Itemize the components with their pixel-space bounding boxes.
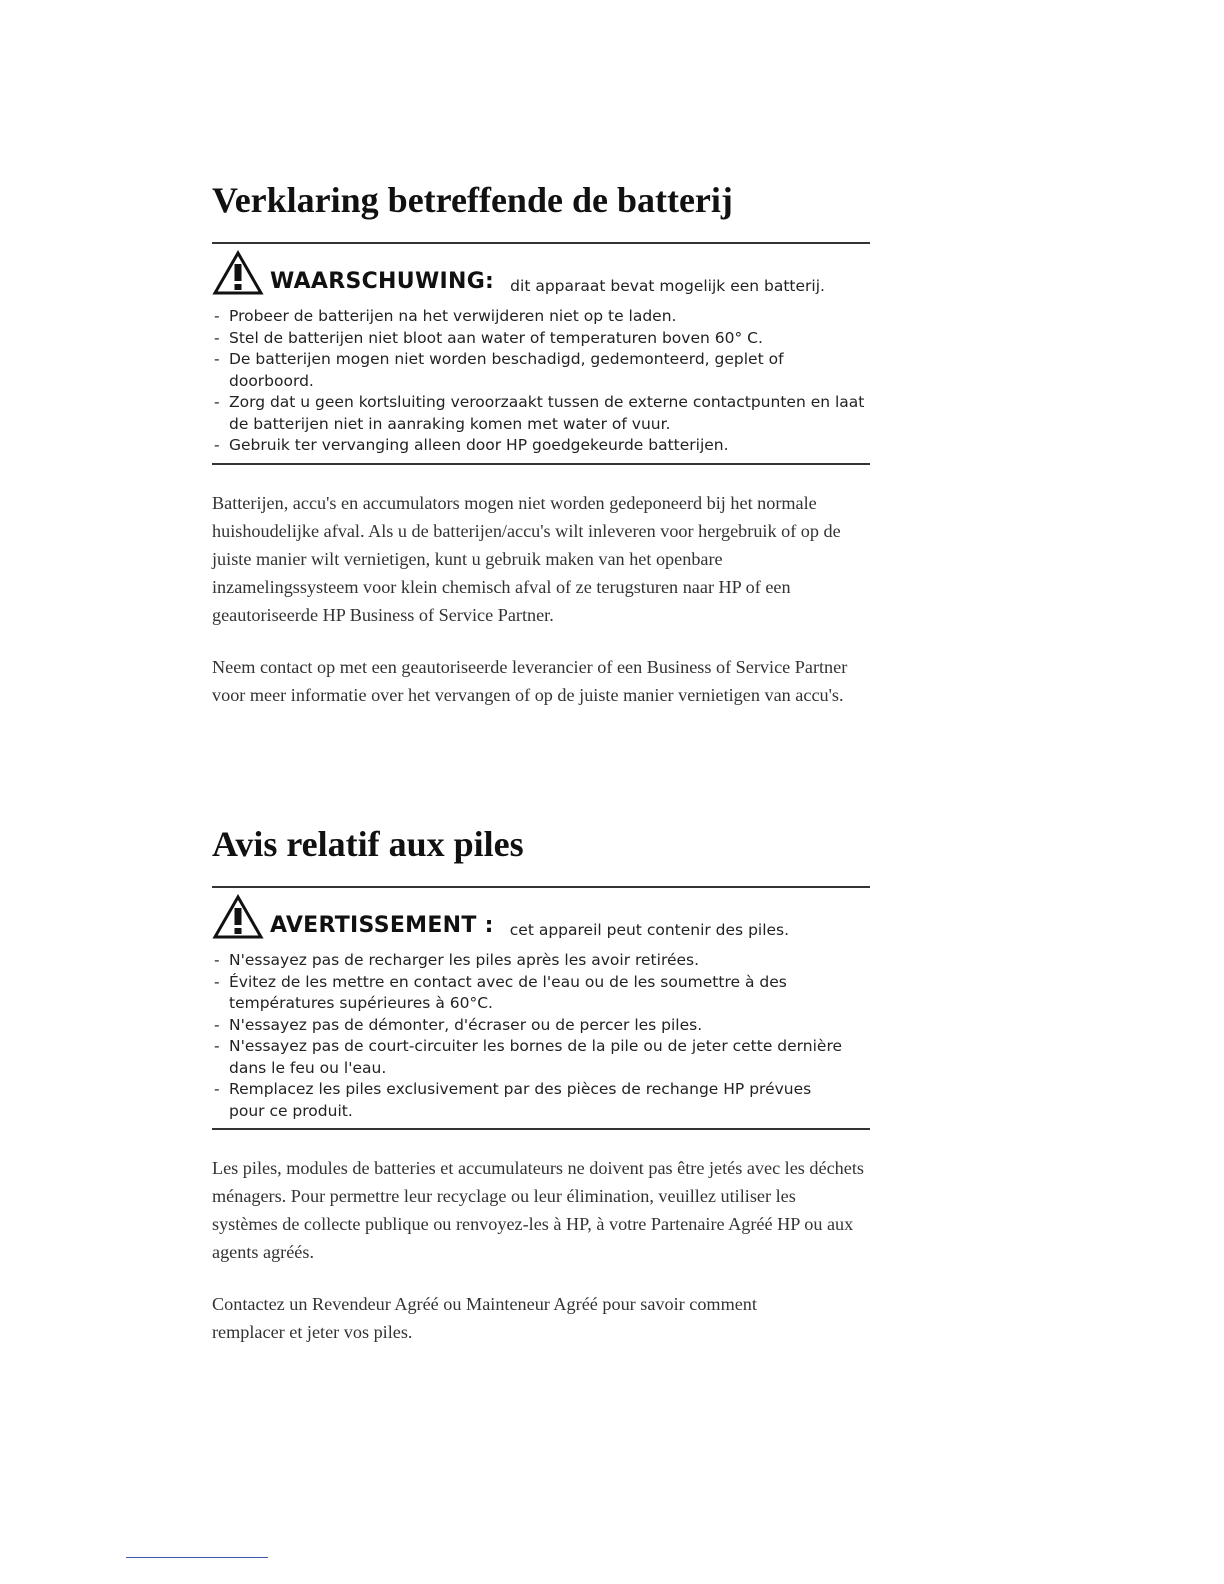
footnote-rule <box>126 1557 268 1558</box>
paragraph-contact-french: Contactez un Revendeur Agréé ou Mainteneur Agréé pour savoir comment remplacer et jeter vos piles. <box>212 1294 757 1342</box>
divider-bottom-french <box>212 1128 870 1130</box>
battery-notice-french <box>212 822 870 1346</box>
list-item: - Probeer de batterijen na het verwijderen niet op te laden. <box>212 306 870 328</box>
list-item: - N'essayez pas de court-circuiter les bornes de la pile ou de jeter cette dernière dans le feu ou l'eau. <box>212 1036 869 1079</box>
list-item: - De batterijen mogen niet worden beschadigd, gedemonteerd, geplet of doorboord. <box>212 349 870 392</box>
warning-triangle-icon <box>212 894 264 940</box>
list-item: - N'essayez pas de recharger les piles après les avoir retirées. <box>212 950 870 972</box>
warning-triangle-icon <box>212 250 264 296</box>
list-item: - Stel de batterijen niet bloot aan water of temperaturen boven 60° C. <box>212 328 870 350</box>
warning-text-french: cet appareil peut contenir des piles. <box>509 921 790 939</box>
section-title-dutch: Verklaring betreffende de batterij <box>212 180 733 220</box>
list-item: - Gebruik ter vervanging alleen door HP goedgekeurde batterijen. <box>212 435 870 457</box>
warning-label-french: AVERTISSEMENT : <box>270 913 494 938</box>
section-title-french: Avis relatif aux piles <box>212 824 524 864</box>
warning-text-dutch: dit apparaat bevat mogelijk een batterij. <box>510 277 825 295</box>
paragraph-disposal-french: Les piles, modules de batteries et accumulateurs ne doivent pas être jetés avec les déchets ménagers. Pour permettre leur recyclage ou leur élimination, veuillez utiliser les systèmes de collecte publique ou renvoyez-les à HP, à votre Partenaire Agréé HP ou aux agents agréés. <box>212 1158 864 1262</box>
warning-list-dutch <box>212 306 870 457</box>
battery-notice-dutch <box>212 178 870 709</box>
divider-bottom-dutch <box>212 463 870 465</box>
list-item: - Zorg dat u geen kortsluiting veroorzaakt tussen de externe contactpunten en laat de batterijen niet in aanraking komen met water of vuur. <box>212 392 865 435</box>
warning-header-french <box>212 890 870 940</box>
paragraph-contact-dutch: Neem contact op met een geautoriseerde leverancier of een Business of Service Partner voor meer informatie over het vervangen of op de juiste manier vernietigen van accu's. <box>212 656 848 705</box>
warning-label-dutch: WAARSCHUWING: <box>270 269 495 294</box>
list-item: - Évitez de les mettre en contact avec de l'eau ou de les soumettre à des températures supérieures à 60°C. <box>212 972 869 1015</box>
list-item: - N'essayez pas de démonter, d'écraser ou de percer les piles. <box>212 1015 870 1037</box>
warning-header-dutch <box>212 246 870 296</box>
divider-top-french <box>212 886 870 888</box>
list-item: - Remplacez les piles exclusivement par des pièces de rechange HP prévues pour ce produit. <box>212 1079 829 1122</box>
divider-top-dutch <box>212 242 870 244</box>
warning-list-french <box>212 950 870 1122</box>
paragraph-disposal-dutch: Batterijen, accu's en accumulators mogen niet worden gedeponeerd bij het normale huishoudelijke afval. Als u de batterijen/accu's wilt inleveren voor hergebruik of op de juiste manier wilt vernietigen, kunt u gebruik maken van het openbare inzamelingssysteem voor klein chemisch afval of ze terugsturen naar HP of een geautoriseerde HP Business of Service Partner. <box>212 492 841 625</box>
